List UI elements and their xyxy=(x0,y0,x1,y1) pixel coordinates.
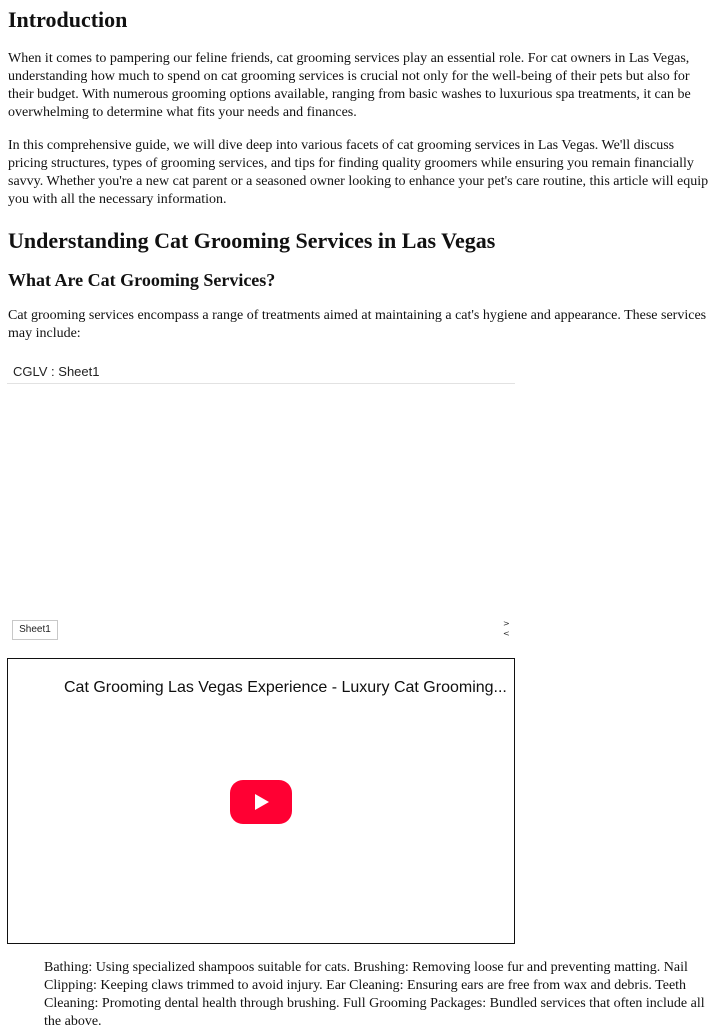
heading-what-are: What Are Cat Grooming Services? xyxy=(8,270,276,290)
paragraph-intro-2: In this comprehensive guide, we will dive deep into various facets of cat grooming services in Las Vegas. We'll discuss pricing structures, types of grooming services, and tips for finding quality groomers while ensuring you remain financially savvy. Whether you're a new cat parent or a seasoned owner looking to enhance your pet's care routine, this article will equip you with all the necessary information. xyxy=(8,138,709,207)
play-triangle-icon xyxy=(230,780,292,824)
paragraph-what-are: Cat grooming services encompass a range of treatments aimed at maintaining a cat's hygiene and appearance. These services may include: xyxy=(8,308,707,341)
sheet-nav xyxy=(503,619,511,639)
youtube-play-icon[interactable] xyxy=(230,780,292,824)
video-embed[interactable] xyxy=(7,658,515,944)
video-title[interactable]: Cat Grooming Las Vegas Experience - Luxury Cat Grooming... xyxy=(64,679,507,696)
sheet-tab-sheet1[interactable]: Sheet1 xyxy=(12,620,58,640)
paragraph-intro-1: When it comes to pampering our feline friends, cat grooming services play an essential role. For cat owners in Las Vegas, understanding how much to spend on cat grooming services is crucial not only for the well-being of their pets but also for their budget. With numerous grooming options available, ranging from basic washes to luxurious spa treatments, it can be overwhelming to determine what fits your needs and finances. xyxy=(8,51,691,120)
spreadsheet-embed[interactable] xyxy=(7,358,515,644)
paragraph-services-list: Bathing: Using specialized shampoos suitable for cats. Brushing: Removing loose fur and preventing matting. Nail Clipping: Keeping claws trimmed to avoid injury. Ear Cleaning: Ensuring ears are free from wax and debris. Teeth Cleaning: Promoting dental health through brushing. Full Grooming Packages: Bundled services that often include all the above. xyxy=(44,960,705,1029)
sheet-divider xyxy=(7,383,515,384)
sheet-prev-button[interactable]: < xyxy=(503,629,510,638)
sheet-next-button[interactable]: > xyxy=(503,619,510,628)
heading-understanding: Understanding Cat Grooming Services in Las Vegas xyxy=(8,228,496,253)
sheet-title: CGLV : Sheet1 xyxy=(13,364,100,379)
heading-introduction: Introduction xyxy=(8,7,128,32)
